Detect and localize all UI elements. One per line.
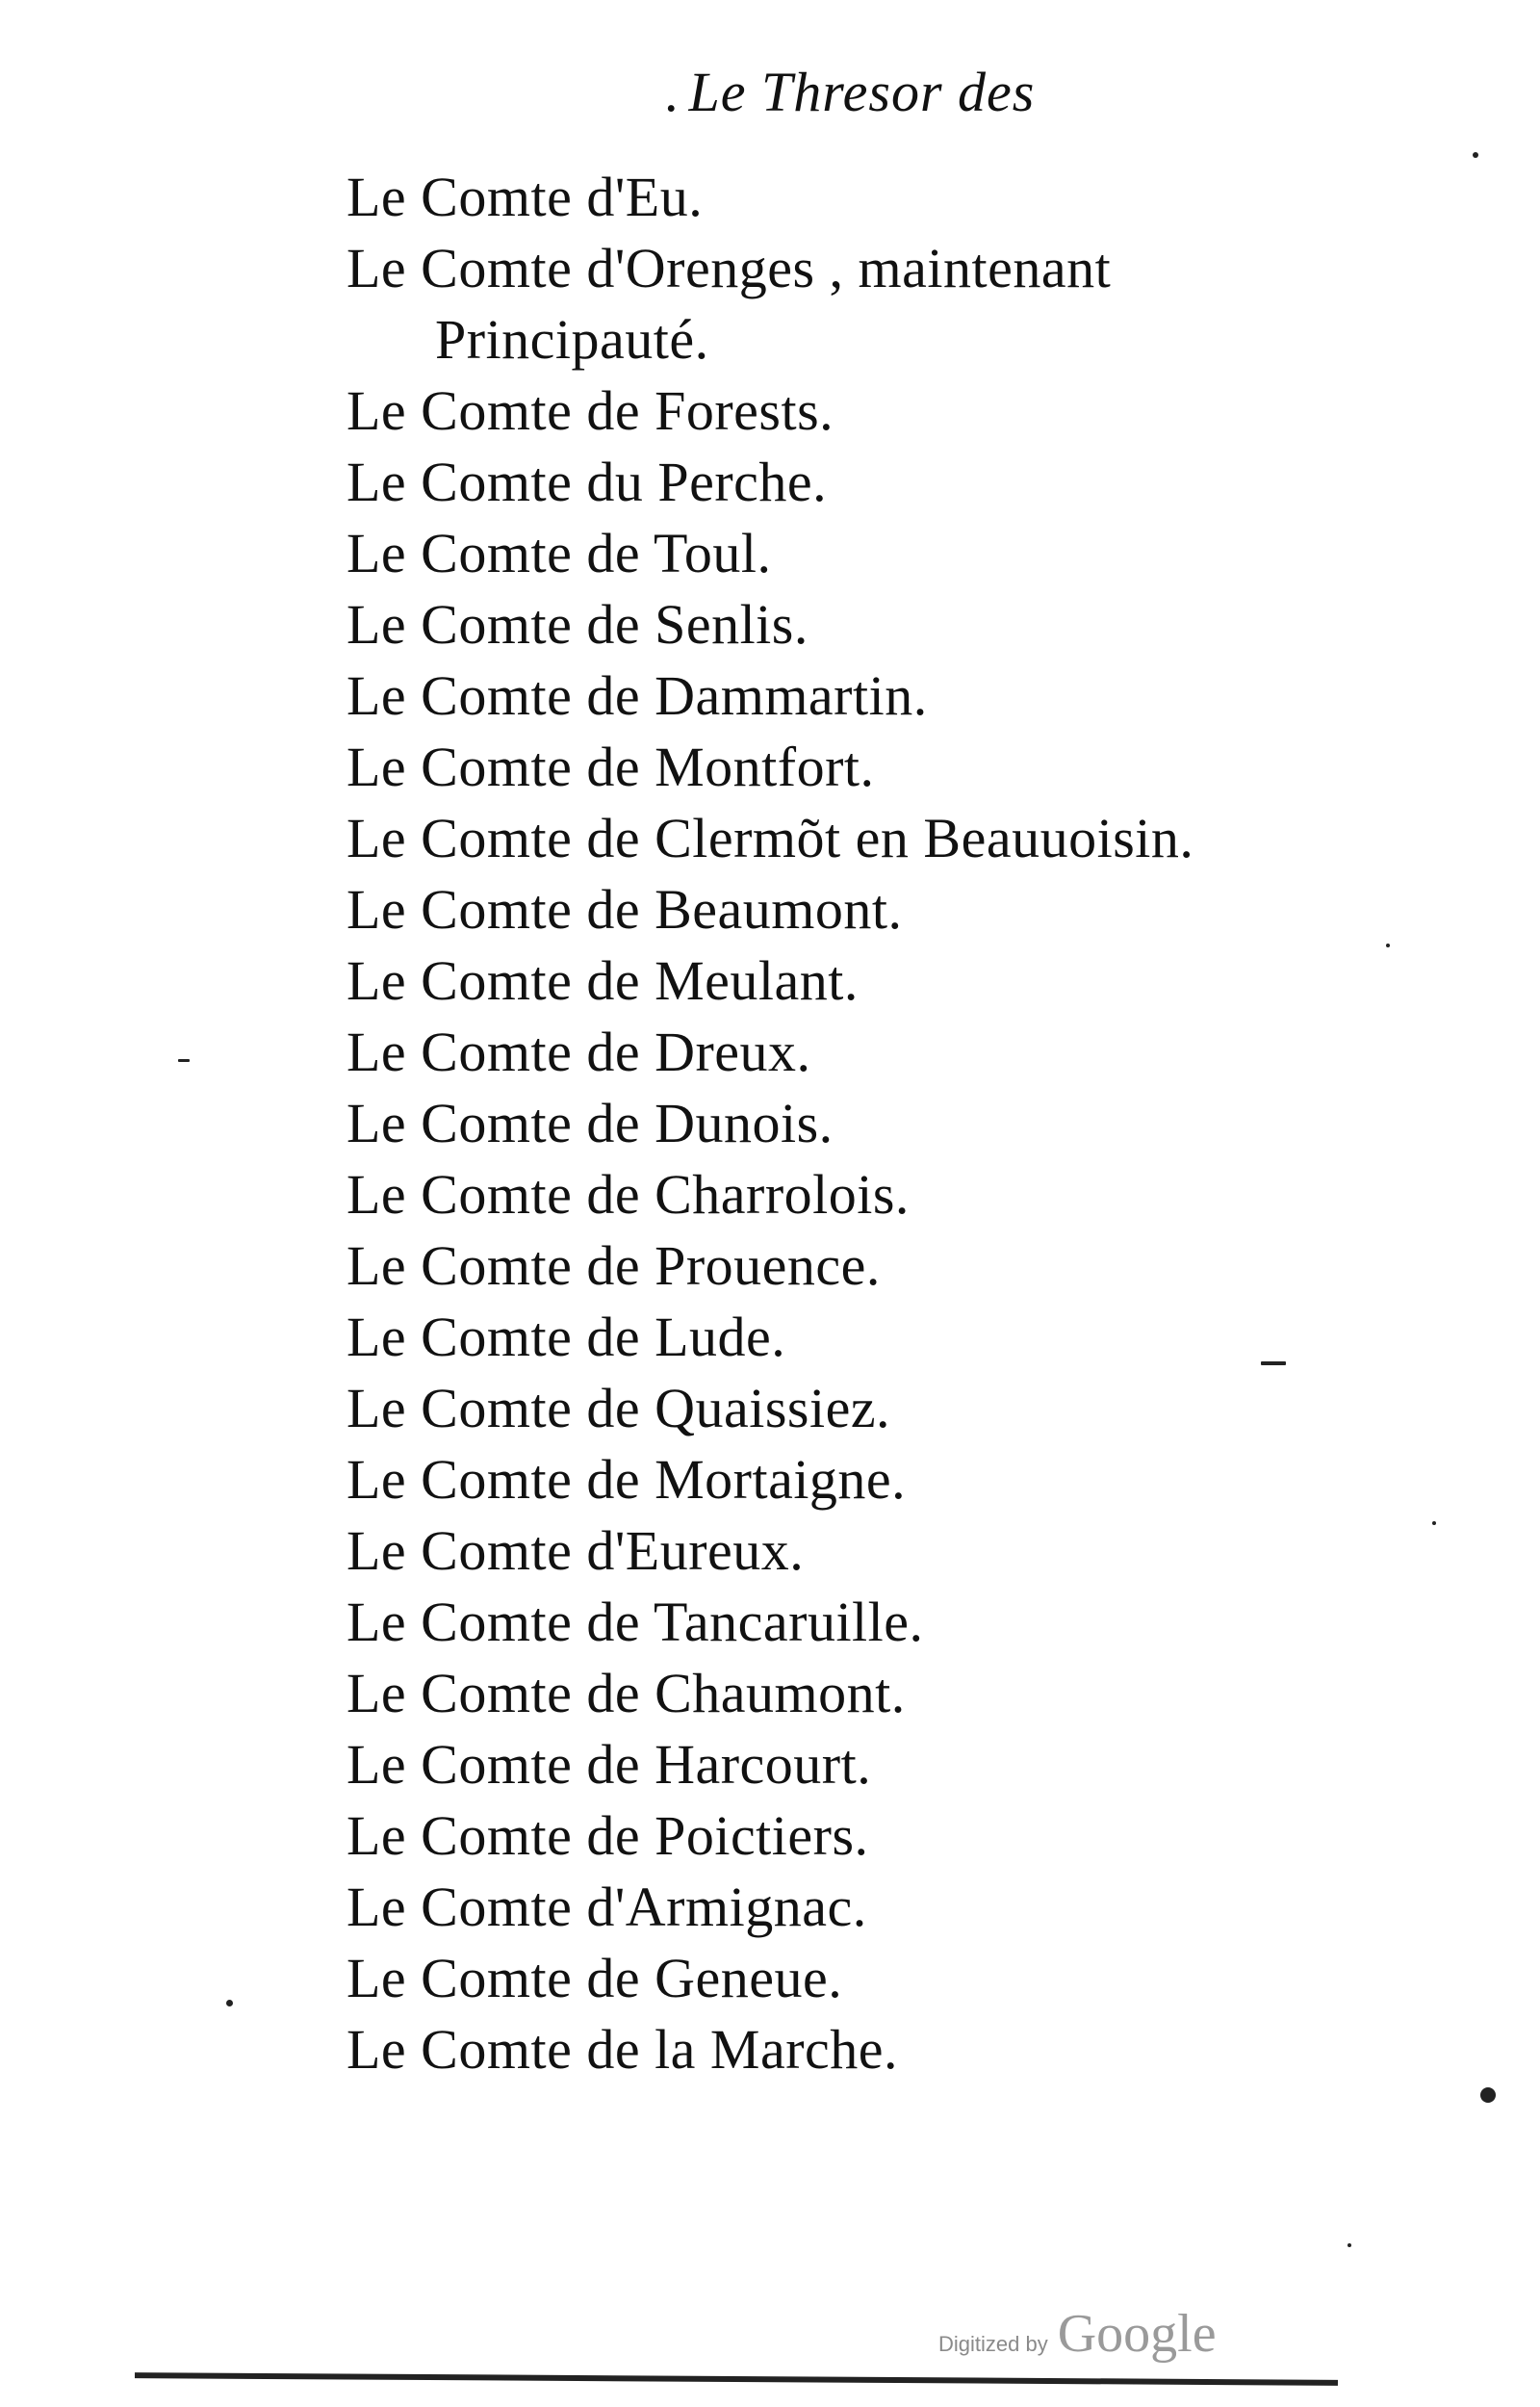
scan-speck <box>1348 2243 1351 2247</box>
google-logo: Google <box>1057 2304 1217 2364</box>
list-item: Le Comte de Dreux. <box>346 1021 811 1083</box>
list-item: Le Comte de Dammartin. <box>346 664 928 727</box>
running-head-mark: . <box>664 61 680 123</box>
list-item: Le Comte d'Orenges , maintenant <box>346 237 1112 299</box>
list-item: Le Comte de Harcourt. <box>346 1733 872 1796</box>
list-item: Le Comte de Tancaruille. <box>346 1591 924 1653</box>
list-item: Le Comte de Montfort. <box>346 736 875 798</box>
list-item: Le Comte de Chaumont. <box>346 1662 906 1724</box>
list-item: Le Comte de Lude. <box>346 1306 786 1368</box>
digitized-watermark <box>938 2303 1217 2365</box>
list-item: Le Comte de Charrolois. <box>346 1163 910 1226</box>
running-head-title: Le Thresor des <box>688 61 1036 123</box>
list-item: Le Comte de Toul. <box>346 522 772 584</box>
scan-speck <box>1480 2087 1496 2103</box>
list-item: Le Comte de Clermõt en Beauuoisin. <box>346 807 1194 869</box>
list-item: Le Comte de Meulant. <box>346 949 859 1012</box>
scan-speck <box>1386 944 1390 947</box>
scan-speck <box>1432 1521 1436 1525</box>
list-item: Le Comte d'Eu. <box>346 166 704 228</box>
list-item: Le Comte de Forests. <box>346 379 834 442</box>
list-item: Le Comte d'Armignac. <box>346 1876 867 1938</box>
list-item: Le Comte de Quaissiez. <box>346 1377 891 1439</box>
list-item: Le Comte de la Marche. <box>346 2018 899 2081</box>
digitized-by-label: Digitized by <box>938 2332 1048 2356</box>
list-item: Le Comte de Geneue. <box>346 1947 843 2009</box>
bottom-rule <box>135 2372 1338 2386</box>
list-item-continuation: Principauté. <box>435 308 709 371</box>
list-item: Le Comte de Prouence. <box>346 1234 881 1297</box>
running-head <box>664 60 1035 124</box>
scan-speck <box>226 2000 233 2006</box>
list-item: Le Comte de Senlis. <box>346 593 808 656</box>
list-item: Le Comte d'Eureux. <box>346 1519 805 1582</box>
scan-speck <box>1261 1361 1286 1365</box>
scan-speck <box>1473 152 1478 158</box>
list-item: Le Comte de Dunois. <box>346 1092 834 1154</box>
county-list <box>346 162 1453 2085</box>
list-item: Le Comte de Beaumont. <box>346 878 903 941</box>
list-item: Le Comte de Mortaigne. <box>346 1448 907 1511</box>
list-item: Le Comte de Poictiers. <box>346 1804 869 1867</box>
scan-speck <box>178 1059 190 1062</box>
list-item: Le Comte du Perche. <box>346 451 828 513</box>
